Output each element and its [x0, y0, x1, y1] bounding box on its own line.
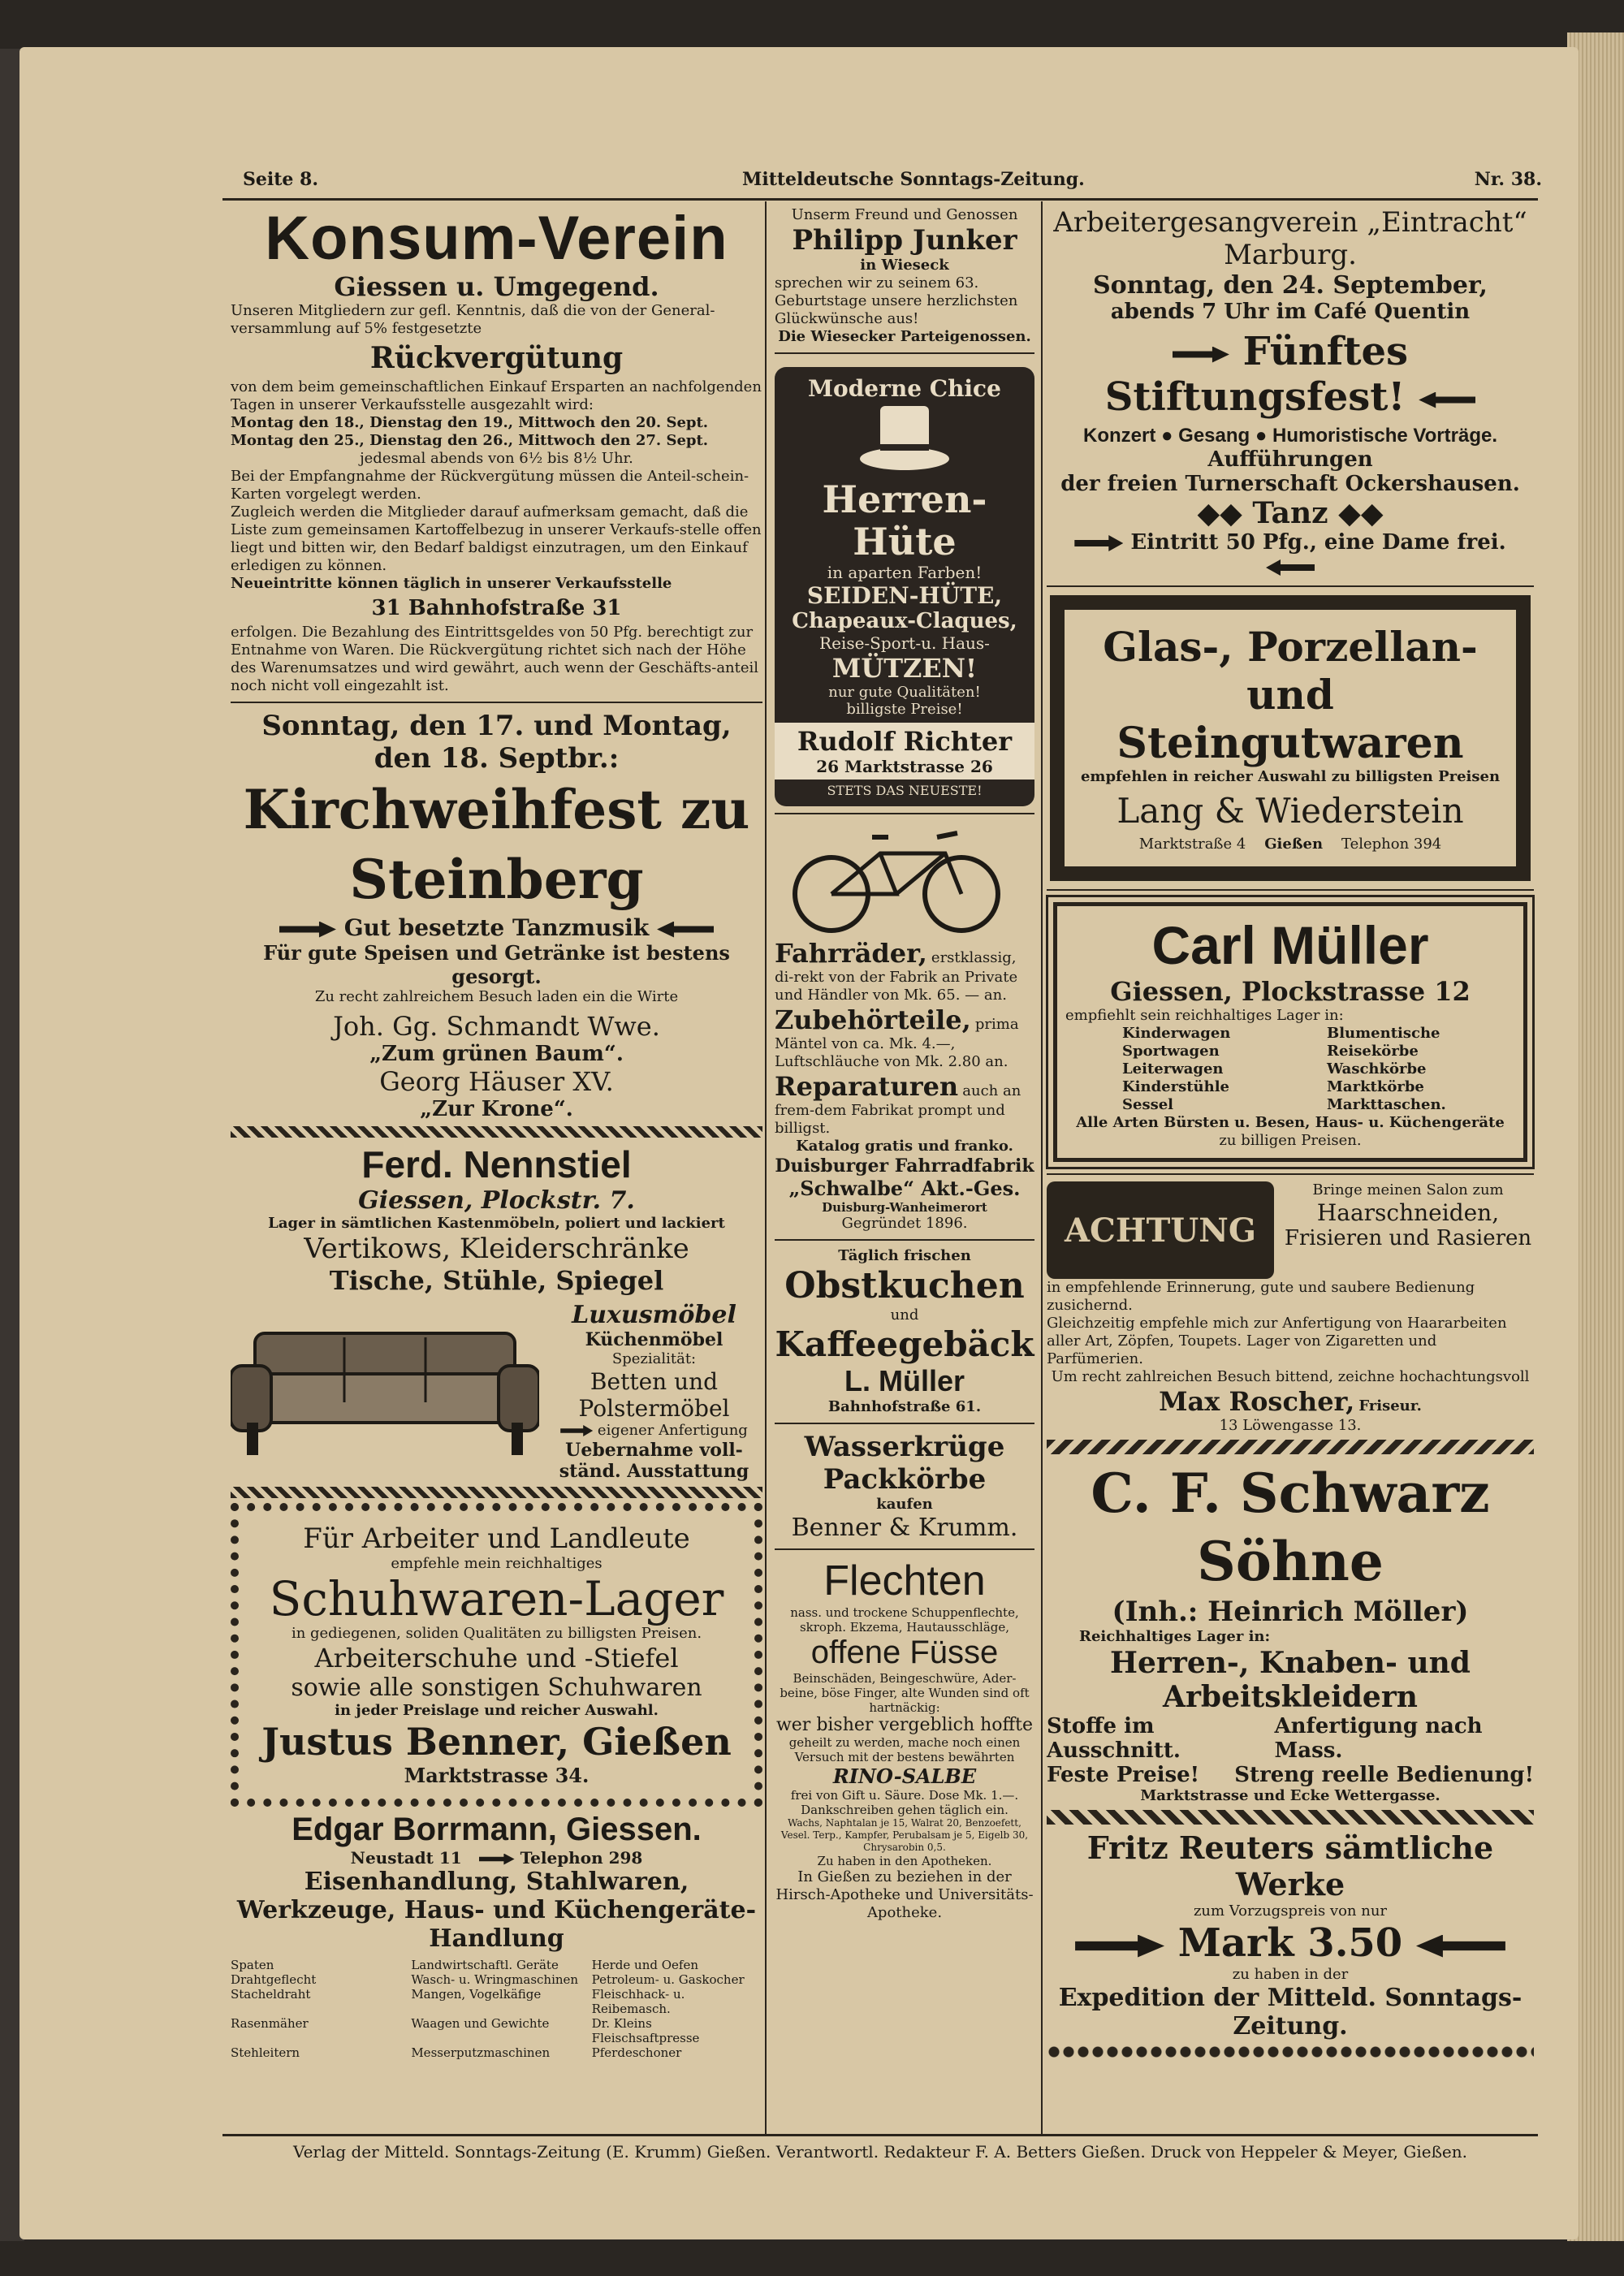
list-item: Stehleitern	[231, 2045, 300, 2060]
ornamental-border	[231, 1126, 762, 1138]
schwalbe-loc: Duisburg-Wanheimerort	[822, 1200, 987, 1215]
kirchweih-title: Kirchweihfest zu Steinberg	[243, 778, 750, 911]
konsum-body1: von dem beim gemeinschaftlichen Einkauf Ersparten an nachfolgenden Tagen in unserer Verkaufsstelle ausgezahlt wird:	[231, 378, 762, 413]
page-number: Seite 8.	[243, 169, 319, 190]
carl-mueller-ad	[1053, 902, 1527, 1162]
roscher-l5: Gleichzeitig empfehle mich zur Anfertigung von Haararbeiten aller Art, Zöpfen, Toupets. Lager von Zigaretten und Parfümerien.	[1047, 1315, 1507, 1367]
list-item: Rasenmäher	[231, 2016, 309, 2031]
schwalbe-t1b: erstklassig, di-rekt von der Fabrik an Private und Händler von Mk. 65. — an.	[775, 949, 1018, 1004]
pointing-hand-icon	[560, 1425, 593, 1436]
rino-l8: Zu haben in den Apotheken.	[817, 1854, 992, 1868]
rino-name: RINO-SALBE	[832, 1764, 977, 1788]
eintracht-tanz: ◆◆ Tanz ◆◆	[1197, 496, 1384, 530]
rino-title: Flechten	[823, 1557, 986, 1604]
pointing-hand-icon	[279, 922, 336, 938]
kirchweih-dates: Sonntag, den 17. und Montag, den 18. Septbr.:	[261, 710, 732, 775]
krumm-ad	[775, 1431, 1034, 1542]
schwarz-l1: Reichhaltiges Lager in:	[1079, 1628, 1271, 1645]
list-item: Sessel	[1122, 1096, 1174, 1113]
borrmann-title: Edgar Borrmann, Giessen.	[292, 1812, 702, 1847]
pointing-hand-icon	[1074, 535, 1123, 551]
richter-l2: SEIDEN-HÜTE,	[806, 582, 1003, 609]
schwarz-l3: Stoffe im Ausschnitt.	[1047, 1714, 1181, 1763]
header-rule	[222, 198, 1538, 201]
carl-l1: empfiehlt sein reichhaltiges Lager in:	[1065, 1007, 1344, 1024]
roscher-l2: Haarschneiden,	[1316, 1199, 1500, 1226]
konsum-time: jedesmal abends von 6½ bis 8½ Uhr.	[360, 450, 633, 467]
ornamental-border	[231, 1487, 762, 1498]
column-1	[231, 206, 762, 2060]
divider	[775, 1239, 1034, 1241]
list-item: Marktkörbe	[1327, 1078, 1424, 1095]
glas-name: Lang & Wiederstein	[1116, 791, 1464, 831]
nennstiel-ad	[231, 1142, 762, 1482]
issue-number: Nr. 38.	[1474, 169, 1542, 190]
schwalbe-t2: Zubehörteile,	[775, 1004, 971, 1035]
konsum-dates1: Montag den 18., Dienstag den 19., Mittwoch den 20. Sept.	[231, 414, 709, 431]
carl-name: Carl Müller	[1151, 915, 1429, 975]
benner-title: Schuhwaren-Lager	[269, 1571, 724, 1626]
konsum-subtitle: Giessen u. Umgegend.	[334, 271, 659, 302]
carl-items	[1065, 1025, 1515, 1114]
column-rule-1	[765, 201, 767, 2134]
roscher-name: Max Roscher,	[1159, 1386, 1355, 1417]
list-item: Blumentische	[1327, 1025, 1440, 1042]
krumm-l3: kaufen	[876, 1496, 933, 1513]
junker-line1: Unserm Freund und Genossen	[791, 206, 1018, 223]
schwalbe-founded: Gegründet 1896.	[841, 1215, 968, 1232]
eintracht-auff: Aufführungen	[1207, 447, 1373, 472]
list-item: Fleischhack- u. Reibemasch.	[591, 1987, 685, 2016]
pointing-hand-icon	[1173, 347, 1229, 363]
divider	[1047, 889, 1534, 891]
krumm-l1: Wasserkrüge	[804, 1431, 1005, 1463]
list-item: Petroleum- u. Gaskocher	[591, 1972, 745, 1987]
richter-l6: nur gute Qualitäten!	[828, 684, 981, 701]
dotted-border	[1047, 2045, 1534, 2058]
rino-l5: frei von Gift u. Säure. Dose Mk. 1.—.	[790, 1788, 1019, 1803]
glas-ad	[1050, 595, 1531, 881]
nennstiel-betten: Betten und Polstermöbel	[578, 1368, 730, 1422]
list-item: Mangen, Vogelkäfige	[411, 1987, 542, 2002]
pointing-hand-icon	[657, 922, 714, 938]
schwalbe-t3b: auch an frem-dem Fabrikat prompt und billigst.	[775, 1082, 1021, 1137]
benner-line3: in gediegenen, soliden Qualitäten zu billigsten Preisen.	[291, 1625, 702, 1642]
eintracht-time: abends 7 Uhr im Café Quentin	[1110, 300, 1471, 324]
konsum-heading: Rückvergütung	[369, 341, 624, 375]
list-item: Landwirtschaftl. Geräte	[411, 1958, 559, 1972]
divider	[231, 702, 762, 703]
list-item: Kinderwagen	[1122, 1025, 1231, 1042]
nennstiel-addr: Giessen, Plockstr. 7.	[358, 1186, 635, 1215]
footer-rule	[222, 2134, 1538, 2136]
richter-addr: 26 Marktstrasse 26	[816, 757, 993, 776]
list-item: Drahtgeflecht	[231, 1972, 317, 1987]
richter-l3: Chapeaux-Claques,	[792, 609, 1017, 633]
kirchweih-host1: Joh. Gg. Schmandt Wwe.	[333, 1011, 660, 1042]
page-content	[222, 169, 1542, 2166]
junker-place: in Wieseck	[860, 257, 949, 274]
rino-l3: wer bisher vergeblich hoffte	[775, 1715, 1034, 1735]
richter-l4: Reise-Sport-u. Haus-	[819, 633, 990, 653]
schwarz-l2: Herren-, Knaben- und Arbeitskleidern	[1110, 1646, 1471, 1714]
list-item: Markttaschen.	[1327, 1096, 1446, 1113]
pointing-hand-icon	[1416, 1935, 1505, 1958]
divider	[775, 1548, 1034, 1550]
eintracht-ad	[1047, 206, 1534, 579]
junker-text: sprechen wir zu seinem 63. Geburtstage unsere herzlichsten Glückwünsche aus!	[775, 274, 1018, 327]
roscher-l4: in empfehlende Erinnerung, gute und saubere Bedienung zusichernd.	[1047, 1279, 1475, 1314]
benner-line1: Für Arbeiter und Landleute	[303, 1522, 690, 1555]
list-item: Dr. Kleins Fleischsaftpresse	[591, 2016, 700, 2045]
glas-l1: empfehlen in reicher Auswahl zu billigsten Preisen	[1080, 768, 1501, 785]
kirchweih-invite: Zu recht zahlreichem Besuch laden ein die Wirte	[314, 988, 679, 1005]
pointing-hand-icon	[1075, 1935, 1164, 1958]
pointing-hand-icon	[1266, 559, 1315, 576]
krumm-name: Benner & Krumm.	[791, 1514, 1018, 1542]
kirchweih-music: Gut besetzte Tanzmusik	[343, 914, 650, 941]
kirchweih-food: Für gute Speisen und Getränke ist bestens gesorgt.	[263, 941, 730, 988]
konsum-body3: Zugleich werden die Mitglieder darauf aufmerksam gemacht, daß die Liste zum gemeinsamen Kartoffelbezug in unserer Verkaufs-stelle offen liegt und bitten wir, den Bedarf baldigst einzutragen, um den Einkauf erledigen zu können.	[231, 503, 762, 574]
roscher-addr: 13 Löwengasse 13.	[1219, 1417, 1362, 1434]
nennstiel-anfert: eigener Anfertigung	[597, 1422, 748, 1439]
bakery-l4: Kaffeegebäck	[775, 1324, 1034, 1364]
list-item: Waschkörbe	[1327, 1060, 1427, 1078]
richter-arc: Moderne Chice	[808, 375, 1001, 402]
reuter-title: Fritz Reuters sämtliche Werke	[1086, 1829, 1494, 1902]
carl-addr: Giessen, Plockstrasse 12	[1110, 976, 1471, 1007]
list-item: Leiterwagen	[1122, 1060, 1224, 1078]
list-item: Herde und Oefen	[591, 1958, 698, 1972]
reuter-price: Mark 3.50	[1177, 1920, 1403, 1966]
nennstiel-lux: Luxusmöbel	[572, 1301, 736, 1329]
carl-l3: zu billigen Preisen.	[1219, 1132, 1362, 1149]
schwalbe-firm: Duisburger Fahrradfabrik	[775, 1155, 1034, 1177]
benner-ad	[231, 1503, 762, 1807]
benner-line5: sowie alle sonstigen Schuhwaren	[291, 1674, 702, 1702]
ornamental-border	[1047, 1440, 1534, 1454]
kirchweih-inn1: „Zum grünen Baum“.	[369, 1042, 624, 1066]
rino-l4: geheilt zu werden, mache noch einen Versuch mit der bestens bewährten	[788, 1735, 1021, 1764]
reuter-l3: Expedition der Mitteld. Sonntags-Zeitung.	[1058, 1984, 1522, 2041]
bakery-l2: Obstkuchen	[784, 1265, 1025, 1306]
roscher-l6: Um recht zahlreichen Besuch bittend, zeichne hochachtungsvoll	[1051, 1368, 1530, 1385]
schwarz-l4: Anfertigung nach Mass.	[1274, 1714, 1483, 1763]
rino-ad	[775, 1557, 1034, 1922]
benner-addr: Marktstrasse 34.	[404, 1764, 590, 1787]
eintracht-date: Sonntag, den 24. September,	[1093, 271, 1488, 300]
borrmann-line2: Werkzeuge, Haus- und Küchengeräte-Handlung	[236, 1896, 757, 1953]
bakery-ad	[775, 1247, 1034, 1416]
list-item: Waagen und Gewichte	[411, 2016, 550, 2031]
konsum-title: Konsum-Verein	[265, 204, 728, 273]
eintracht-prog: Konzert ● Gesang ● Humoristische Vorträge.	[1083, 425, 1497, 447]
top-hat-icon	[856, 402, 953, 475]
rino-l1: nass. und trockene Schuppenflechte, skroph. Ekzema, Hautausschläge,	[790, 1605, 1019, 1635]
konsum-body4: Neueintritte können täglich in unserer Verkaufsstelle	[231, 575, 672, 592]
paper-title: Mitteldeutsche Sonntags-Zeitung.	[742, 169, 1085, 190]
konsum-intro: Unseren Mitgliedern zur gefl. Kenntnis, daß die von der General-versammlung auf 5% festgesetzte	[231, 302, 715, 337]
page-header	[222, 169, 1542, 195]
junker-sign: Die Wiesecker Parteigenossen.	[778, 328, 1031, 345]
column-2	[775, 206, 1034, 1922]
column-rule-2	[1041, 201, 1043, 2134]
list-item: Stacheldraht	[231, 1987, 311, 2002]
rino-l7: Wachs, Naphtalan je 15, Walrat 20, Benzoefett, Vesel. Terp., Kampfer, Perubalsam je 5, Eigelb 30, Chrysarobin 0,5.	[780, 1817, 1029, 1853]
schwalbe-ad	[775, 821, 1034, 1233]
rino-title2: offene Füsse	[810, 1635, 999, 1670]
glas-t1: Glas-, Porzellan- und	[1103, 623, 1478, 719]
nennstiel-ausst: Uebernahme voll-ständ. Ausstattung	[559, 1440, 749, 1482]
richter-motto: STETS DAS NEUESTE!	[827, 783, 983, 798]
benner-line4: Arbeiterschuhe und -Stiefel	[314, 1643, 679, 1674]
junker-name: Philipp Junker	[792, 224, 1017, 257]
divider	[775, 1423, 1034, 1424]
bakery-name: L. Müller	[844, 1364, 965, 1397]
borrmann-items	[231, 1958, 762, 2060]
list-item: Messerputzmaschinen	[411, 2045, 551, 2060]
richter-ad	[775, 367, 1034, 806]
eintracht-title: Arbeitergesangverein „Eintracht“	[1053, 206, 1527, 239]
konsum-body5: erfolgen. Die Bezahlung des Eintrittsgeldes von 50 Pfg. berechtigt zur Entnahme von Waren. Die Rückvergütung richtet sich nach der Höhe des Warenumsatzes und wird gewährt, auch wenn der Geschäfts-anteil noch nicht voll eingezahlt ist.	[231, 624, 759, 694]
roscher-l3: Frisieren und Rasieren	[1284, 1226, 1532, 1250]
nennstiel-line3: Tische, Stühle, Spiegel	[329, 1265, 664, 1296]
borrmann-line1: Eisenhandlung, Stahlwaren,	[304, 1868, 689, 1896]
schwalbe-cat: Katalog gratis und franko.	[796, 1138, 1013, 1155]
carl-l2: Alle Arten Bürsten u. Besen, Haus- u. Küchengeräte	[1076, 1114, 1505, 1131]
bakery-l1: Täglich frischen	[838, 1247, 971, 1264]
list-item: Sportwagen	[1122, 1043, 1220, 1060]
schwarz-ad	[1047, 1459, 1534, 1805]
richter-name: Rudolf Richter	[797, 726, 1013, 757]
rino-l9: In Gießen zu beziehen in der Hirsch-Apotheke und Universitäts-Apotheke.	[775, 1868, 1034, 1921]
eintracht-fest: Fünftes Stiftungsfest!	[1104, 329, 1409, 420]
divider	[1047, 585, 1534, 587]
imprint: Verlag der Mitteld. Sonntags-Zeitung (E. Krumm) Gießen. Verantwortl. Redakteur F. A. Betters Gießen. Druck von Heppeler & Meyer, Gießen.	[292, 2142, 1468, 2162]
newspaper-page	[19, 47, 1579, 2239]
richter-l7: billigste Preise!	[846, 701, 963, 718]
roscher-l1: Bringe meinen Salon zum	[1312, 1181, 1504, 1198]
krumm-l2: Packkörbe	[823, 1463, 987, 1496]
roscher-role: Friseur.	[1358, 1397, 1422, 1414]
bakery-l3: und	[890, 1306, 919, 1324]
eintracht-turner: der freien Turnerschaft Ockershausen.	[1060, 472, 1520, 496]
divider	[775, 813, 1034, 814]
reuter-l1: zum Vorzugspreis von nur	[1193, 1902, 1388, 1920]
benner-line2: empfehle mein reichhaltiges	[391, 1555, 603, 1572]
list-item: Kinderstühle	[1122, 1078, 1230, 1095]
kirchweih-inn2: „Zur Krone“.	[420, 1097, 573, 1121]
schwalbe-t1: Fahrräder,	[775, 938, 927, 969]
achtung-sign: ACHTUNG	[1047, 1181, 1274, 1279]
konsum-dates2: Montag den 25., Dienstag den 26., Mittwoch den 27. Sept.	[231, 432, 709, 449]
kirchweih-ad	[231, 710, 762, 1121]
glas-t2: Steingutwaren	[1116, 719, 1464, 768]
richter-title: Herren-Hüte	[822, 477, 987, 564]
borrmann-ad	[231, 1812, 762, 2060]
list-item: Reisekörbe	[1327, 1043, 1419, 1060]
kirchweih-host2: Georg Häuser XV.	[379, 1066, 614, 1097]
pointing-hand-icon	[1419, 392, 1475, 408]
schwarz-owner: (Inh.: Heinrich Möller)	[1112, 1596, 1469, 1628]
schwalbe-t2b: prima Mäntel von ca. Mk. 4.—, Luftschläuche von Mk. 2.80 an.	[775, 1016, 1019, 1070]
column-3	[1047, 206, 1534, 2058]
reuter-ad	[1047, 1829, 1534, 2058]
list-item: Wasch- u. Wringmaschinen	[411, 1972, 579, 1987]
glas-city: Gießen	[1264, 836, 1324, 853]
bicycle-icon	[775, 821, 1018, 935]
pointing-hand-icon	[479, 1854, 515, 1865]
ornamental-border	[1047, 1810, 1534, 1825]
nennstiel-spez: Spezialität:	[611, 1350, 697, 1367]
schwarz-l6: Streng reelle Bedienung!	[1234, 1763, 1534, 1787]
nennstiel-line1: Lager in sämtlichen Kastenmöbeln, poliert und lackiert	[268, 1215, 725, 1232]
eintracht-entry: Eintritt 50 Pfg., eine Dame frei.	[1130, 530, 1506, 555]
benner-line6: in jeder Preislage und reicher Auswahl.	[335, 1702, 659, 1719]
schwarz-addr: Marktstrasse und Ecke Wettergasse.	[1140, 1787, 1440, 1804]
konsum-address: 31 Bahnhofstraße 31	[371, 596, 622, 620]
schwarz-title: C. F. Schwarz Söhne	[1091, 1462, 1490, 1593]
nennstiel-kueche: Küchenmöbel	[585, 1329, 723, 1350]
divider	[775, 352, 1034, 354]
konsum-body2: Bei der Empfangnahme der Rückvergütung müssen die Anteil-schein-Karten vorgelegt werden.	[231, 468, 749, 503]
nennstiel-line2: Vertikows, Kleiderschränke	[304, 1233, 689, 1265]
schwalbe-t3: Reparaturen	[775, 1071, 959, 1102]
rino-l6: Dankschreiben gehen täglich ein.	[801, 1803, 1009, 1817]
borrmann-addr: Neustadt 11	[350, 1848, 462, 1868]
richter-l5: MÜTZEN!	[831, 653, 978, 684]
glas-addr: Marktstraße 4	[1138, 836, 1246, 853]
eintracht-place: Marburg.	[1224, 239, 1357, 271]
sofa-illustration-icon	[231, 1301, 539, 1463]
schwalbe-firm2: „Schwalbe“ Akt.-Ges.	[788, 1177, 1021, 1200]
list-item: Pferdeschoner	[591, 2045, 682, 2060]
list-item: Spaten	[231, 1958, 274, 1972]
bakery-addr: Bahnhofstraße 61.	[827, 1398, 982, 1415]
nennstiel-title: Ferd. Nennstiel	[361, 1143, 632, 1186]
schwarz-l5: Feste Preise!	[1047, 1763, 1200, 1787]
borrmann-tel: Telephon 298	[520, 1848, 643, 1868]
junker-ad	[775, 206, 1034, 346]
glas-tel: Telephon 394	[1341, 836, 1442, 853]
reuter-l2: zu haben in der	[1232, 1966, 1349, 1983]
divider	[1047, 1173, 1534, 1175]
rino-l2: Beinschäden, Beingeschwüre, Ader-beine, böse Finger, alte Wunden sind oft hartnäckig:	[780, 1671, 1030, 1715]
richter-l1: in aparten Farben!	[827, 563, 983, 582]
roscher-ad	[1047, 1181, 1534, 1435]
benner-name: Justus Benner, Gießen	[261, 1720, 732, 1764]
konsum-verein-ad	[231, 206, 762, 695]
